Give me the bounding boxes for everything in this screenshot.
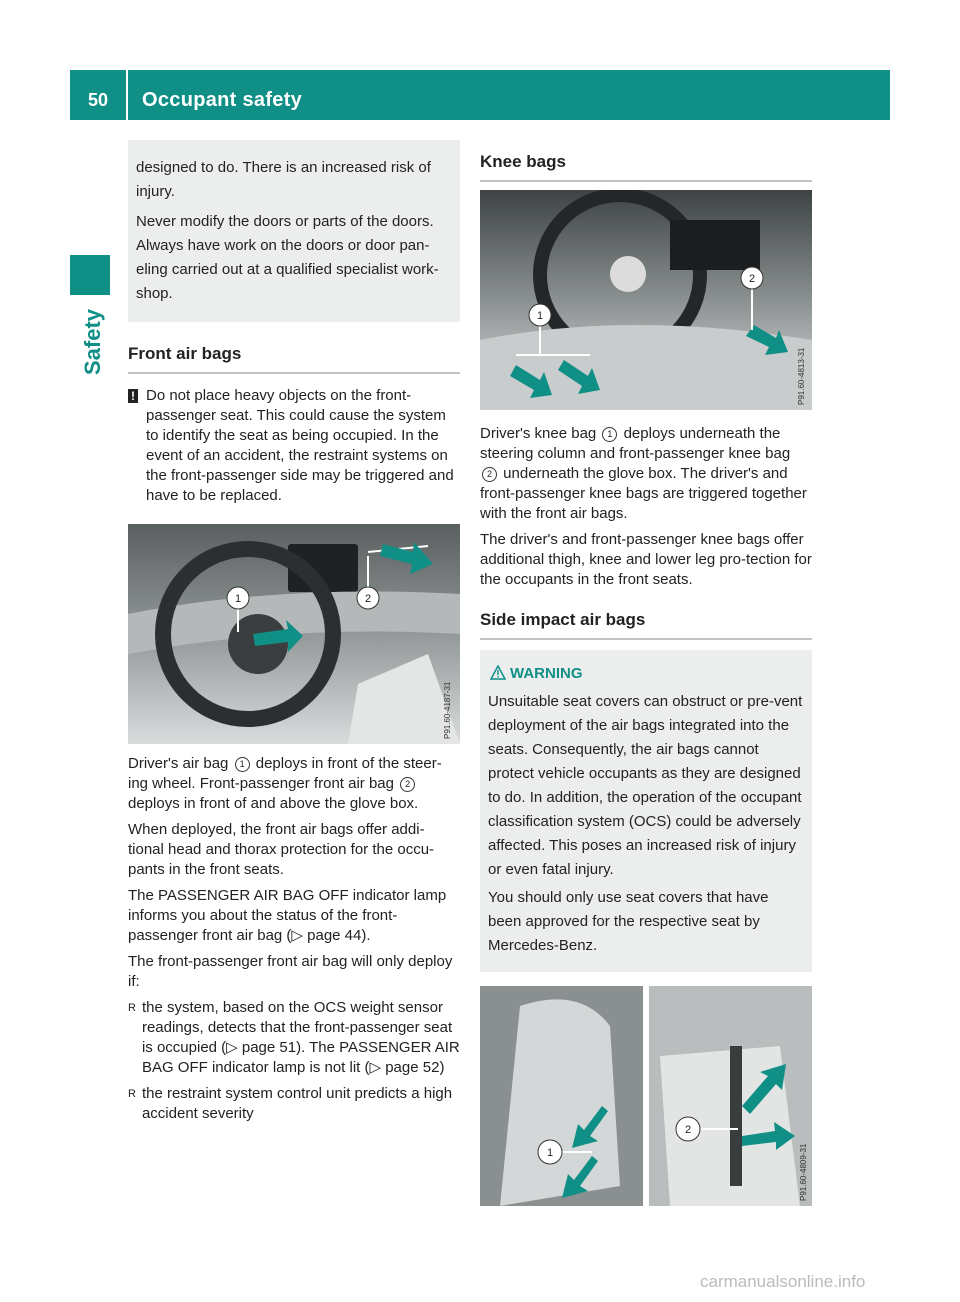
seat-shape <box>500 999 620 1206</box>
warning-triangle-icon <box>490 665 506 680</box>
knee-area-illustration <box>480 190 812 410</box>
marker-2-inline: 2 <box>482 467 497 482</box>
warning-box <box>480 650 812 972</box>
paragraph-deploy-if: The front-passenger front air bag will only deploy if: <box>128 953 453 990</box>
warning-paragraph-2: You should only use seat covers that have been approved for the respective seat by Mercedes-Benz. <box>488 889 769 954</box>
side-tab-label: Safety <box>80 308 105 375</box>
knee-bags-heading: Knee bags <box>480 152 812 182</box>
paragraph-indicator-lamp: The PASSENGER AIR BAG OFF indicator lamp informs you about the status of the front-passenger front air bag (▷ page 44). <box>128 887 447 944</box>
figure-code: P91.60-4809-31 <box>799 1143 808 1201</box>
knee-bag-protection: The driver's and front-passenger knee bags offer additional thigh, knee and lower leg pro-tection for the occupants in the front seats. <box>480 531 812 588</box>
right-column <box>480 140 812 1206</box>
seat-illustration <box>480 986 812 1206</box>
marker-1: 1 <box>546 1147 554 1159</box>
warning-paragraph-1: Unsuitable seat covers can obstruct or pre-vent deployment of the air bags integrated into the seats. Consequently, the air bags cannot protect vehicle occupants as they are designed to do. In addition, the operation of the occupant classification system (OCS) could be adversely affected. This poses an increased risk of injury or even fatal injury. <box>488 693 803 878</box>
text-part: deploys in front of the steer-ing wheel. Front-passenger front air bag <box>128 755 442 792</box>
marker-2: 2 <box>748 273 756 285</box>
marker-1-inline: 1 <box>602 427 617 442</box>
intro-paragraph-2: Never modify the doors or parts of the doors. Always have work on the doors or door pan-eling carried out at a qualified specialist work-shop. <box>136 213 439 302</box>
note-text: Do not place heavy objects on the front-passenger seat. This could cause the system to identify the seat as being occupied. In the event of an accident, the restraint systems on the front-passenger side may be triggered and have to be replaced. <box>146 387 454 504</box>
marker-1: 1 <box>234 593 242 605</box>
knee-bags-photo <box>480 190 812 410</box>
header-divider <box>126 70 128 120</box>
text-part: deploys in front of and above the glove box. <box>128 795 419 812</box>
list-item-text: the restraint system control unit predicts a high accident severity <box>141 1085 453 1122</box>
marker-2: 2 <box>684 1124 692 1136</box>
list-item <box>128 1084 460 1124</box>
side-tab-marker <box>70 255 110 295</box>
front-air-bags-heading: Front air bags <box>128 344 460 374</box>
text-part: underneath the glove box. The driver's and front-passenger knee bags are triggered together with the front air bags. <box>480 465 807 522</box>
figure-code: P91.60-4187-31 <box>443 681 452 739</box>
front-air-bags-photo <box>128 524 460 744</box>
marker-1-inline: 1 <box>235 757 250 772</box>
figure-code: P91.60-4813-31 <box>797 347 806 405</box>
list-item <box>128 998 460 1078</box>
page-number: 50 <box>87 90 109 110</box>
left-column <box>128 140 460 1130</box>
dashboard-illustration <box>128 524 460 744</box>
intro-paragraph-1: designed to do. There is an increased risk of injury. <box>136 159 431 200</box>
page-title: Occupant safety <box>142 89 303 111</box>
note <box>128 386 460 506</box>
marker-2: 2 <box>364 593 372 605</box>
side-bags-photo <box>480 986 812 1206</box>
marker-1: 1 <box>536 310 544 322</box>
bullet-icon: R <box>128 1002 136 1014</box>
marker-2-inline: 2 <box>400 777 415 792</box>
front-air-bag-description <box>128 754 460 814</box>
text-part: Driver's air bag <box>128 755 229 772</box>
text-part: Driver's knee bag <box>480 425 597 442</box>
knee-bag-description <box>480 424 812 524</box>
side-impact-heading: Side impact air bags <box>480 610 812 640</box>
continued-warning-box <box>128 140 460 322</box>
watermark: carmanualsonline.info <box>700 1272 866 1291</box>
warning-title <box>488 664 804 684</box>
warning-title-text: WARNING <box>510 665 583 682</box>
bullet-icon: R <box>128 1088 136 1100</box>
exclamation-icon: ! <box>128 389 138 403</box>
text-part: deploys underneath the steering column and front-passenger knee bag <box>480 425 791 462</box>
list-item-text: the system, based on the OCS weight sensor readings, detects that the front-passenger seat is occupied (▷ page 51). The PASSENGER AIR BAG OFF indicator lamp is not lit (▷ page 52) <box>141 999 460 1076</box>
paragraph-protection: When deployed, the front air bags offer addi-tional head and thorax protection for the occu-pants in the front seats. <box>128 821 435 878</box>
